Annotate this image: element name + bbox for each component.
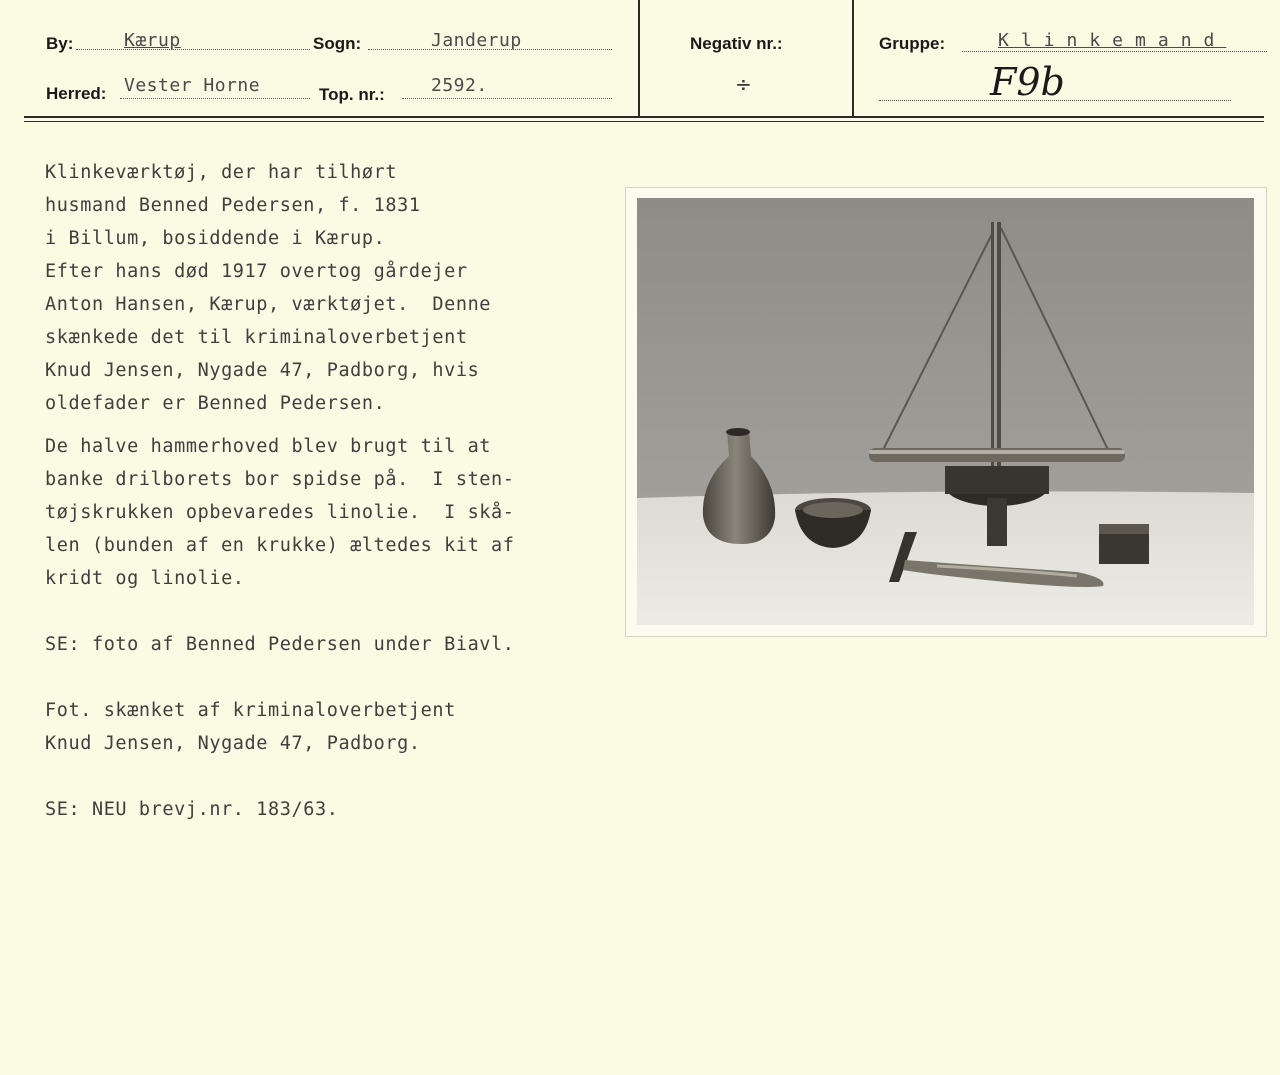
text-line: tøjskrukken opbevaredes linolie. I skå- (45, 502, 515, 523)
text-line: Efter hans død 1917 overtog gårdejer (45, 261, 468, 282)
text-line: SE: foto af Benned Pedersen under Biavl. (45, 634, 515, 655)
header-rule-bottom (24, 121, 1264, 122)
by-value: Kærup (124, 30, 181, 51)
herred-label: Herred: (46, 84, 107, 103)
gruppe-dotted-line (962, 51, 1267, 52)
usage-paragraph (45, 430, 605, 595)
description-paragraph (45, 156, 605, 420)
photograph-tools (637, 198, 1254, 625)
text-line: Knud Jensen, Nygade 47, Padborg. (45, 733, 421, 754)
text-line: Klinkeværktøj, der har tilhørt (45, 162, 398, 183)
gruppe-value: Klinkemand (998, 30, 1227, 51)
by-label: By: (46, 34, 74, 53)
negativ-label: Negativ nr.: (690, 34, 783, 53)
text-line: kridt og linolie. (45, 568, 245, 589)
text-line: oldefader er Benned Pedersen. (45, 393, 386, 414)
negativ-value: ÷ (735, 72, 752, 96)
top-nr-dotted-line (402, 98, 612, 99)
text-line: De halve hammerhoved blev brugt til at (45, 436, 492, 457)
sogn-label: Sogn: (313, 34, 362, 53)
journal-reference (45, 793, 605, 826)
top-nr-value: 2592. (431, 75, 488, 96)
text-line: SE: NEU brevj.nr. 183/63. (45, 799, 339, 820)
text-line: i Billum, bosiddende i Kærup. (45, 228, 386, 249)
gruppe-code-handwritten: F9b (990, 60, 1065, 104)
by-dotted-line (76, 49, 310, 50)
header-rule-top (24, 116, 1264, 118)
herred-dotted-line (120, 98, 310, 99)
text-line: Fot. skænket af kriminaloverbetjent (45, 700, 456, 721)
text-line: banke drilborets bor spidse på. I sten- (45, 469, 515, 490)
gruppe-label: Gruppe: (879, 34, 946, 53)
top-nr-label: Top. nr.: (319, 85, 385, 104)
photo-credit-paragraph (45, 694, 605, 760)
header-divider-2 (852, 0, 854, 116)
text-line: Knud Jensen, Nygade 47, Padborg, hvis (45, 360, 480, 381)
text-line: husmand Benned Pedersen, f. 1831 (45, 195, 421, 216)
text-line: len (bunden af en krukke) æltedes kit af (45, 535, 515, 556)
herred-value: Vester Horne (124, 75, 261, 96)
sogn-value: Janderup (431, 30, 522, 51)
text-line: skænkede det til kriminaloverbetjent (45, 327, 468, 348)
small-block (1099, 524, 1149, 564)
reference-paragraph (45, 628, 605, 661)
text-line: Anton Hansen, Kærup, værktøjet. Denne (45, 294, 492, 315)
photo-drawing (637, 198, 1254, 625)
header-divider-1 (638, 0, 640, 116)
